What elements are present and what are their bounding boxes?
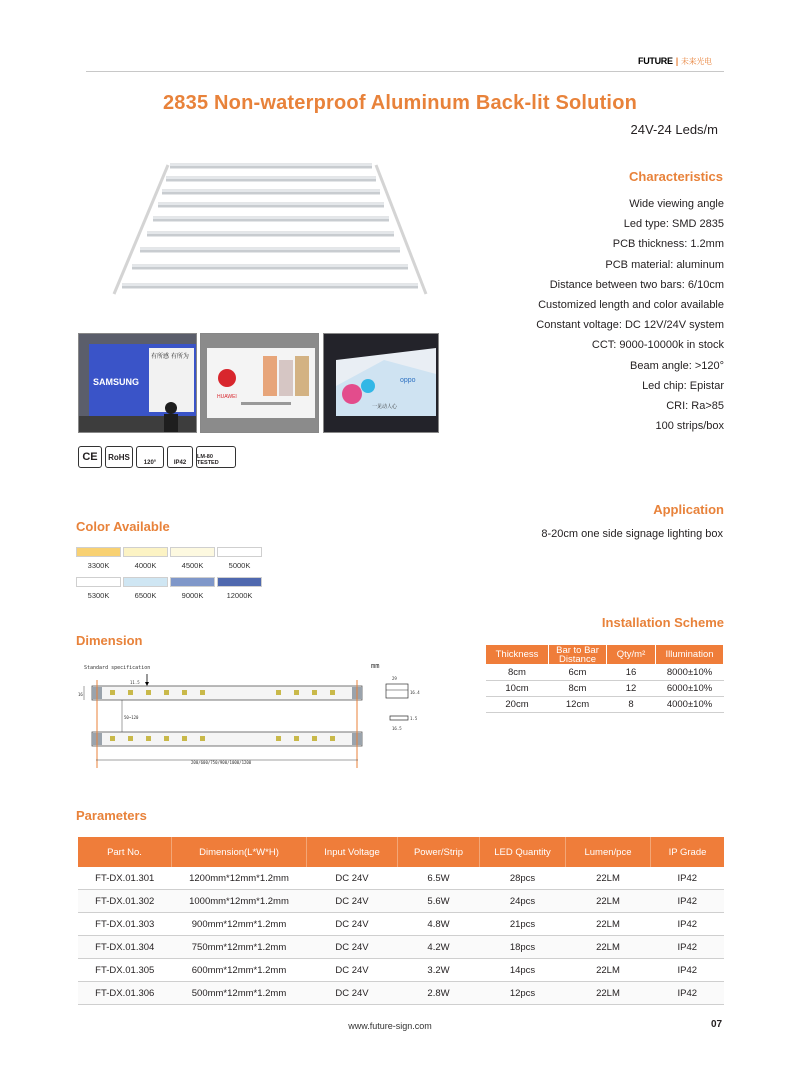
swatch-label: 12000K xyxy=(226,591,253,600)
length-dimension: 200/600/750/900/1000/1200 xyxy=(191,760,252,765)
table-cell: 12pcs xyxy=(480,982,566,1005)
huawei-logo-text: HUAWEI xyxy=(217,394,237,400)
swatch-label: 3300K xyxy=(87,561,110,570)
list-item: 100 strips/box xyxy=(655,420,724,433)
parameters-heading: Parameters xyxy=(76,808,147,823)
table-cell: 500mm*12mm*1.2mm xyxy=(172,982,307,1005)
color-swatch xyxy=(123,577,168,600)
table-cell: DC 24V xyxy=(307,890,398,913)
table-cell: DC 24V xyxy=(307,959,398,982)
table-header: Lumen/pce xyxy=(566,837,651,867)
table-cell: FT-DX.01.304 xyxy=(78,936,172,959)
table-cell: 4.8W xyxy=(398,913,480,936)
table-cell: 6cm xyxy=(549,665,607,681)
table-cell: 1000mm*12mm*1.2mm xyxy=(172,890,307,913)
profile-height-dimension: 16.4 xyxy=(410,690,420,695)
characteristics-list xyxy=(536,194,724,436)
table-row xyxy=(486,697,724,713)
footer-url: www.future-sign.com xyxy=(348,1021,432,1031)
table-cell: FT-DX.01.306 xyxy=(78,982,172,1005)
table-cell: 8 xyxy=(607,697,656,713)
color-swatch xyxy=(217,547,262,570)
list-item: Led chip: Epistar xyxy=(642,379,724,392)
table-cell: 20cm xyxy=(486,697,549,713)
color-swatch xyxy=(123,547,168,570)
table-row xyxy=(78,959,724,982)
table-header: IP Grade xyxy=(651,837,725,867)
list-item: Beam angle: >120° xyxy=(630,359,724,372)
table-cell: 4.2W xyxy=(398,936,480,959)
samsung-slogan-text: 有所感 有所为 xyxy=(151,353,189,360)
table-cell: IP42 xyxy=(651,890,725,913)
unit-label: mm xyxy=(371,662,380,670)
install-photo-oppo xyxy=(323,333,439,433)
table-cell: 22LM xyxy=(566,867,651,890)
product-photo xyxy=(110,162,430,302)
clip-height-dimension: 1.5 xyxy=(410,716,418,721)
application-text: 8-20cm one side signage lighting box xyxy=(541,528,723,540)
table-cell: 10cm xyxy=(486,681,549,697)
table-cell: 4000±10% xyxy=(656,697,724,713)
swatch-label: 5000K xyxy=(228,561,251,570)
header-divider xyxy=(86,71,724,72)
gap-dimension: 50~120 xyxy=(124,715,139,720)
table-cell: 6000±10% xyxy=(656,681,724,697)
ce-mark-icon: CE xyxy=(78,446,102,468)
table-cell: IP42 xyxy=(651,913,725,936)
application-heading: Application xyxy=(653,502,724,517)
list-item: Constant voltage: DC 12V/24V system xyxy=(536,319,724,332)
color-swatch xyxy=(76,577,121,600)
table-cell: DC 24V xyxy=(307,982,398,1005)
table-cell: 1200mm*12mm*1.2mm xyxy=(172,867,307,890)
table-cell: FT-DX.01.305 xyxy=(78,959,172,982)
table-header: Dimension(L*W*H) xyxy=(172,837,307,867)
table-row xyxy=(78,867,724,890)
table-header: Input Voltage xyxy=(307,837,398,867)
table-cell: DC 24V xyxy=(307,936,398,959)
color-swatch xyxy=(217,577,262,600)
install-photo-huawei xyxy=(200,333,319,433)
oppo-slogan-text: 一见动人心 xyxy=(372,404,398,410)
table-header: Thickness xyxy=(486,645,549,665)
table-row xyxy=(78,936,724,959)
spec-label: Standard specification xyxy=(84,665,151,671)
table-cell: 12 xyxy=(607,681,656,697)
table-cell: 6.5W xyxy=(398,867,480,890)
swatch-label: 9000K xyxy=(181,591,204,600)
ip-rating-icon: IP42 xyxy=(167,446,193,468)
table-cell: IP42 xyxy=(651,959,725,982)
table-cell: DC 24V xyxy=(307,867,398,890)
table-row xyxy=(78,982,724,1005)
color-swatch-row xyxy=(76,547,262,570)
color-swatch xyxy=(170,577,215,600)
color-swatch xyxy=(76,547,121,570)
table-cell: 900mm*12mm*1.2mm xyxy=(172,913,307,936)
certification-icons xyxy=(78,446,236,470)
beam-angle-icon: 120° xyxy=(136,446,164,468)
table-cell: 21pcs xyxy=(480,913,566,936)
table-cell: 18pcs xyxy=(480,936,566,959)
swatch-label: 4500K xyxy=(181,561,204,570)
install-photo-samsung xyxy=(78,333,197,433)
table-cell: IP42 xyxy=(651,936,725,959)
page-subtitle: 24V-24 Leds/m xyxy=(630,122,718,137)
swatch-label: 4000K xyxy=(134,561,157,570)
characteristics-heading: Characteristics xyxy=(629,169,723,184)
table-cell: 22LM xyxy=(566,890,651,913)
installation-scheme-table xyxy=(485,644,724,713)
list-item: Customized length and color available xyxy=(538,299,724,312)
samsung-logo-text: SAMSUNG xyxy=(93,377,140,387)
profile-width-dimension: 29 xyxy=(392,676,397,681)
table-cell: 750mm*12mm*1.2mm xyxy=(172,936,307,959)
side-dimension: 16 xyxy=(78,692,83,697)
list-item: PCB material: aluminum xyxy=(605,258,724,271)
table-header: Qty/m² xyxy=(607,645,656,665)
oppo-logo-text: oppo xyxy=(400,377,416,384)
clip-width-dimension: 16.5 xyxy=(392,726,402,731)
table-cell: 22LM xyxy=(566,913,651,936)
swatch-label: 5300K xyxy=(87,591,110,600)
pitch-dimension: 11.5 xyxy=(130,680,140,685)
table-cell: DC 24V xyxy=(307,913,398,936)
dimension-drawing xyxy=(76,660,434,778)
swatch-label: 6500K xyxy=(134,591,157,600)
table-cell: IP42 xyxy=(651,867,725,890)
list-item: Led type: SMD 2835 xyxy=(623,218,724,231)
table-cell: 28pcs xyxy=(480,867,566,890)
table-cell: 16 xyxy=(607,665,656,681)
dimension-heading: Dimension xyxy=(76,633,143,648)
table-cell: 22LM xyxy=(566,982,651,1005)
color-swatch xyxy=(170,547,215,570)
table-cell: 8000±10% xyxy=(656,665,724,681)
list-item: Distance between two bars: 6/10cm xyxy=(549,278,724,291)
table-cell: 22LM xyxy=(566,959,651,982)
color-available-heading: Color Available xyxy=(76,519,170,534)
list-item: CRI: Ra>85 xyxy=(666,400,724,413)
table-cell: 14pcs xyxy=(480,959,566,982)
list-item: PCB thickness: 1.2mm xyxy=(612,238,724,251)
installation-scheme-heading: Installation Scheme xyxy=(601,615,724,630)
table-header: Part No. xyxy=(78,837,172,867)
table-row xyxy=(78,890,724,913)
page-number: 07 xyxy=(711,1019,723,1030)
table-cell: 24pcs xyxy=(480,890,566,913)
table-header: Bar to Bar Distance xyxy=(549,645,607,665)
table-cell: 600mm*12mm*1.2mm xyxy=(172,959,307,982)
table-cell: 8cm xyxy=(486,665,549,681)
table-cell: 3.2W xyxy=(398,959,480,982)
table-row xyxy=(78,913,724,936)
table-row xyxy=(486,681,724,697)
table-cell: 5.6W xyxy=(398,890,480,913)
page-title: 2835 Non-waterproof Aluminum Back-lit Solution xyxy=(162,92,638,114)
table-cell: 8cm xyxy=(549,681,607,697)
color-swatch-row xyxy=(76,577,262,600)
table-cell: 22LM xyxy=(566,936,651,959)
table-cell: FT-DX.01.301 xyxy=(78,867,172,890)
table-cell: FT-DX.01.302 xyxy=(78,890,172,913)
brand-name-cn: 未来光电 xyxy=(680,57,712,66)
rohs-icon: RoHS xyxy=(105,446,133,468)
table-cell: 2.8W xyxy=(398,982,480,1005)
table-header: Power/Strip xyxy=(398,837,480,867)
table-row xyxy=(486,665,724,681)
parameters-table xyxy=(78,837,724,1005)
list-item: Wide viewing angle xyxy=(629,198,724,210)
lm80-icon: LM-80 TESTED xyxy=(196,446,236,468)
list-item: CCT: 9000-10000k in stock xyxy=(591,339,724,352)
table-cell: FT-DX.01.303 xyxy=(78,913,172,936)
table-header: Illumination xyxy=(656,645,724,665)
table-header: LED Quantity xyxy=(480,837,566,867)
brand-logo: FUTURE | 未来光电 xyxy=(638,56,712,66)
table-cell: 12cm xyxy=(549,697,607,713)
table-cell: IP42 xyxy=(651,982,725,1005)
brand-name: FUTURE xyxy=(638,56,673,66)
